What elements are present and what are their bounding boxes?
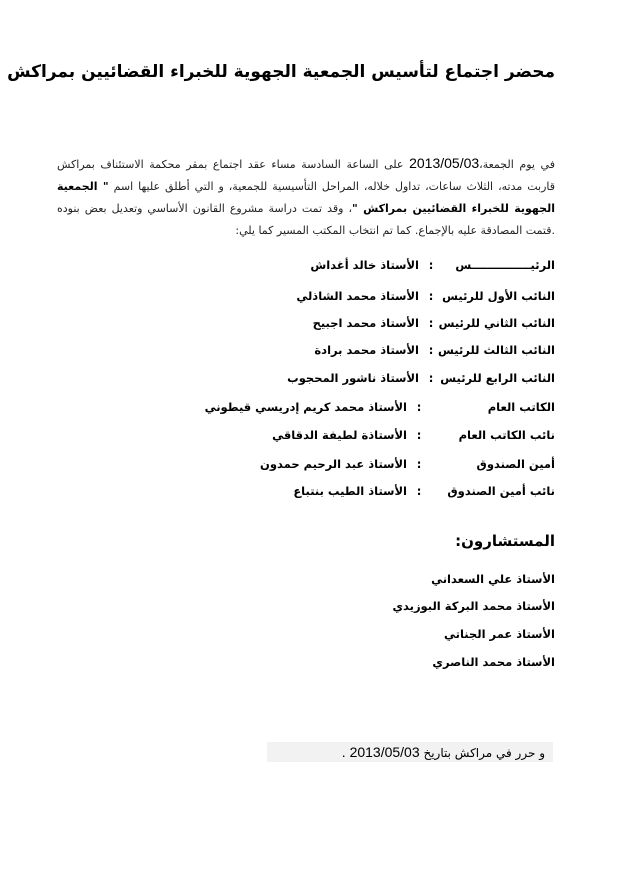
board-member: الأستاذ خالد أغداش <box>310 258 419 272</box>
board-colon: : <box>416 400 422 414</box>
board-role: الرئيـــــــــــــــس <box>455 258 555 272</box>
advisor-name: الأستاذ محمد الناصري <box>432 655 555 669</box>
board-row <box>314 341 555 359</box>
document-title: محضر اجتماع لتأسيس الجمعية الجهوية للخبراء القضائيين بمراكش <box>7 62 555 82</box>
board-role: النائب الثاني للرئيس <box>438 316 555 330</box>
board-row <box>205 398 555 416</box>
board-member: الأستاذ الطيب بنتباع <box>293 484 407 498</box>
intro-paragraph <box>57 152 555 242</box>
board-row <box>260 455 555 473</box>
advisor-name: الأستاذ محمد البركة البوزيدي <box>392 599 555 613</box>
board-role: النائب الأول للرئيس <box>442 289 555 303</box>
advisor-name: الأستاذ علي السعداني <box>431 572 555 586</box>
board-role: أمين الصندوق <box>476 457 555 471</box>
board-colon: : <box>428 371 434 385</box>
closing-text: و حرر في مراكش بتاريخ <box>423 746 545 760</box>
board-row <box>287 369 555 387</box>
intro-closing: ، وقد تمت دراسة مشروع القانون الأساسي وتعديل بعض بنوده .قتمت المصادقة عليه بالإجماع. كما تم انتخاب المكتب المسير كما يلي: <box>57 202 555 237</box>
closing-line <box>267 742 553 762</box>
board-role: النائب الرابع للرئيس <box>440 371 555 385</box>
board-member: الأستاذ محمد اجبيح <box>312 316 419 330</box>
intro-opening: في يوم الجمعة، <box>479 158 555 171</box>
board-colon: : <box>428 316 434 330</box>
board-member: الأستاذ ناشور المحجوب <box>287 371 419 385</box>
board-role: الكاتب العام <box>487 400 555 414</box>
board-colon: : <box>428 289 434 303</box>
board-row <box>272 426 555 444</box>
board-member: الأستاذ عبد الرحيم حمدون <box>260 457 407 471</box>
board-colon: : <box>416 484 422 498</box>
board-member: الأستاذ محمد كريم إدريسي قيطوني <box>204 400 407 414</box>
closing-date: 2013/05/03 . <box>341 744 420 760</box>
board-colon: : <box>416 457 422 471</box>
board-colon: : <box>428 258 434 272</box>
board-row <box>310 256 555 274</box>
board-colon: : <box>416 428 422 442</box>
board-row <box>296 287 555 305</box>
advisor-name: الأستاذ عمر الجناتي <box>444 627 555 641</box>
board-row <box>313 314 555 332</box>
board-role: نائب الكاتب العام <box>458 428 555 442</box>
board-member: الأستاذة لطيفة الدقاقي <box>272 428 407 442</box>
board-member: الأستاذ محمد برادة <box>314 343 419 357</box>
board-row <box>293 482 555 500</box>
board-member: الأستاذ محمد الشاذلي <box>296 289 419 303</box>
board-role: النائب الثالث للرئيس <box>438 343 555 357</box>
association-name: " الجمعية الجهوية للخبراء القضائيين بمراكش " <box>57 180 555 215</box>
board-colon: : <box>428 343 434 357</box>
intro-body: على الساعة السادسة مساء عقد اجتماع بمقر محكمة الاستئناف بمراكش قاربت مدته، الثلاث ساعات، تداول خلاله، المراحل التأسيسية للجمعية، و التي أطلق عليها اسم <box>57 158 555 193</box>
board-role: نائب أمين الصندوق <box>447 484 555 498</box>
advisors-heading: المستشارون: <box>455 532 555 550</box>
meeting-date: 2013/05/03 <box>409 155 480 171</box>
